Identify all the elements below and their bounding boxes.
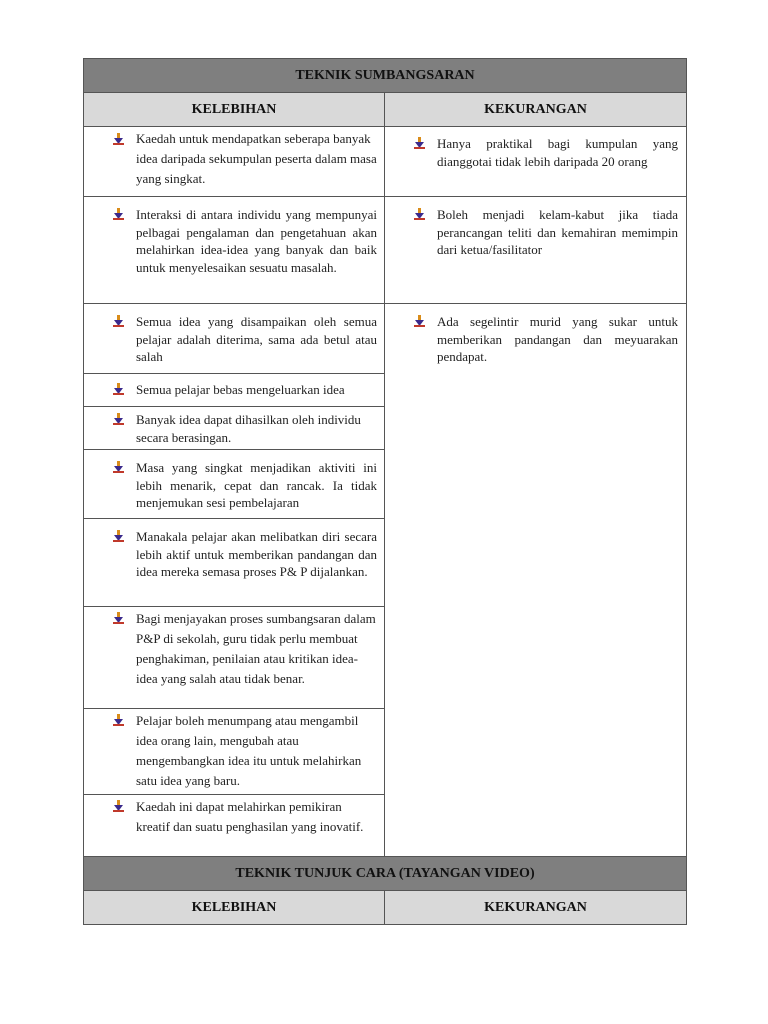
table-cell: [385, 127, 687, 197]
list-item: [84, 450, 384, 515]
kelebihan-item-10: Kaedah ini dapat melahirkan pemikiran kreatif dan suatu penghasilan yang inovatif.: [136, 799, 364, 835]
arrow-bullet-icon: [113, 315, 124, 327]
section1-header-kekurangan: KEKURANGAN: [385, 93, 687, 127]
list-item: [84, 127, 384, 192]
kelebihan-item-8: Bagi menjayakan proses sumbangsaran dalam P&P di sekolah, guru tidak perlu membuat penghakiman, penilaian atau kritikan idea-idea yang salah atau tidak benar.: [136, 611, 376, 687]
arrow-bullet-icon: [414, 208, 425, 220]
arrow-bullet-icon: [113, 714, 124, 726]
kelebihan-item-2: Interaksi di antara individu yang mempunyai pelbagai pengalaman dan pengetahuan akan melahirkan idea-idea yang banyak dan baik untuk menyelesaikan sesuatu masalah.: [136, 207, 377, 275]
table-cell: [84, 795, 385, 857]
section2-header-kekurangan: KEKURANGAN: [385, 891, 687, 925]
table-cell: [385, 304, 687, 857]
kekurangan-item-1: Hanya praktikal bagi kumpulan yang dianggotai tidak lebih daripada 20 orang: [437, 136, 678, 169]
kelebihan-item-9: Pelajar boleh menumpang atau mengambil idea orang lain, mengubah atau mengembangkan idea itu untuk melahirkan satu idea yang baru.: [136, 713, 362, 789]
table-cell: [385, 197, 687, 304]
arrow-bullet-icon: [113, 383, 124, 395]
table-cell: [84, 450, 385, 519]
kelebihan-item-3: Semua idea yang disampaikan oleh semua pelajar adalah diterima, sama ada betul atau salah: [136, 314, 377, 365]
list-item: [84, 374, 384, 402]
arrow-bullet-icon: [113, 413, 124, 425]
list-item: [385, 197, 686, 262]
list-item: [84, 304, 384, 369]
section1-header-kelebihan: KELEBIHAN: [84, 93, 385, 127]
kelebihan-item-1: Kaedah untuk mendapatkan seberapa banyak idea daripada sekumpulan peserta dalam masa yang singkat.: [136, 131, 377, 186]
table-cell: [84, 709, 385, 795]
arrow-bullet-icon: [113, 612, 124, 624]
arrow-bullet-icon: [414, 315, 425, 327]
arrow-bullet-icon: [113, 208, 124, 220]
arrow-bullet-icon: [113, 461, 124, 473]
list-item: [84, 519, 384, 584]
kelebihan-item-4: Semua pelajar bebas mengeluarkan idea: [136, 382, 345, 397]
list-item: [385, 304, 686, 369]
arrow-bullet-icon: [113, 530, 124, 542]
kekurangan-item-3: Ada segelintir murid yang sukar untuk memberikan pandangan dan meyuarakan pendapat.: [437, 314, 678, 365]
document-table-container: [83, 58, 686, 925]
list-item: [385, 127, 686, 173]
list-item: [84, 407, 384, 449]
kekurangan-item-2: Boleh menjadi kelam-kabut jika tiada perancangan teliti dan kemahiran memimpin dari ketua/fasilitator: [437, 207, 678, 258]
arrow-bullet-icon: [414, 137, 425, 149]
list-item: [84, 607, 384, 692]
table-cell: [84, 304, 385, 374]
list-item: [84, 709, 384, 794]
kelebihan-item-5: Banyak idea dapat dihasilkan oleh individu secara berasingan.: [136, 412, 361, 445]
section2-header-kelebihan: KELEBIHAN: [84, 891, 385, 925]
table-cell: [84, 374, 385, 407]
sumbangsaran-table: [83, 58, 687, 925]
table-cell: [84, 407, 385, 450]
table-cell: [84, 607, 385, 709]
kelebihan-item-7: Manakala pelajar akan melibatkan diri secara lebih aktif untuk memberikan pandangan dan idea mereka semasa proses P& P dijalankan.: [136, 529, 377, 580]
list-item: [84, 197, 384, 279]
list-item: [84, 795, 384, 840]
arrow-bullet-icon: [113, 133, 124, 145]
table-cell: [84, 197, 385, 304]
section2-title: TEKNIK TUNJUK CARA (TAYANGAN VIDEO): [84, 857, 687, 891]
kelebihan-item-6: Masa yang singkat menjadikan aktiviti ini lebih menarik, cepat dan rancak. Ia tidak menjemukan sesi pembelajaran: [136, 460, 377, 511]
arrow-bullet-icon: [113, 800, 124, 812]
table-cell: [84, 127, 385, 197]
table-cell: [84, 519, 385, 607]
section1-title: TEKNIK SUMBANGSARAN: [84, 59, 687, 93]
